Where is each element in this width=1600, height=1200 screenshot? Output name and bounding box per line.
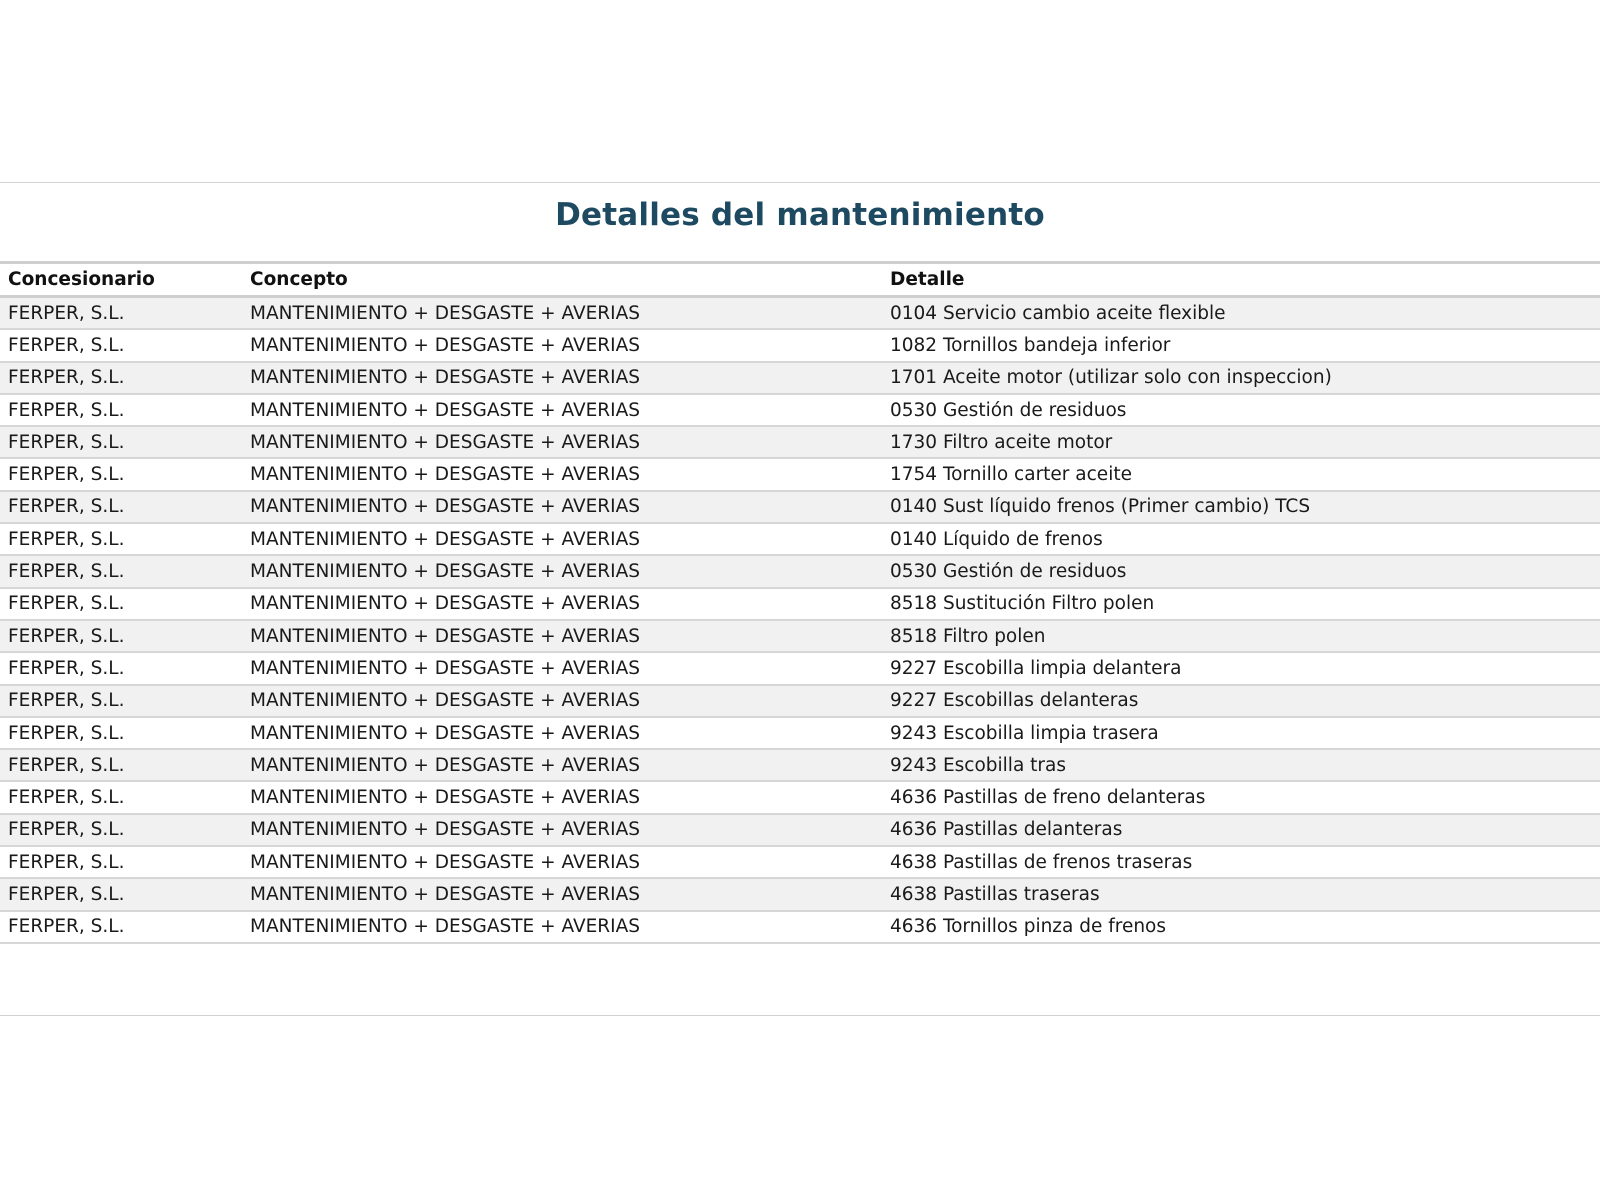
cell-detalle: 4638 Pastillas traseras <box>890 883 1100 905</box>
cell-detalle: 9227 Escobilla limpia delantera <box>890 657 1182 679</box>
column-header-concesionario: Concesionario <box>8 269 155 290</box>
cell-detalle: 1730 Filtro aceite motor <box>890 431 1113 453</box>
cell-concesionario: FERPER, S.L. <box>8 657 125 679</box>
table-row <box>0 750 1600 782</box>
cell-detalle: 1082 Tornillos bandeja inferior <box>890 334 1171 356</box>
cell-concesionario: FERPER, S.L. <box>8 851 125 873</box>
table-row <box>0 815 1600 847</box>
cell-concepto: MANTENIMIENTO + DESGASTE + AVERIAS <box>250 528 640 550</box>
cell-concesionario: FERPER, S.L. <box>8 625 125 647</box>
cell-detalle: 0530 Gestión de residuos <box>890 561 1127 583</box>
cell-concesionario: FERPER, S.L. <box>8 819 125 841</box>
cell-concepto: MANTENIMIENTO + DESGASTE + AVERIAS <box>250 464 640 486</box>
cell-concepto: MANTENIMIENTO + DESGASTE + AVERIAS <box>250 496 640 518</box>
cell-concesionario: FERPER, S.L. <box>8 787 125 809</box>
cell-concepto: MANTENIMIENTO + DESGASTE + AVERIAS <box>250 593 640 615</box>
table-row <box>0 847 1600 879</box>
cell-concesionario: FERPER, S.L. <box>8 722 125 744</box>
cell-concepto: MANTENIMIENTO + DESGASTE + AVERIAS <box>250 819 640 841</box>
cell-concesionario: FERPER, S.L. <box>8 690 125 712</box>
table-row <box>0 653 1600 685</box>
cell-detalle: 0140 Líquido de frenos <box>890 528 1103 550</box>
cell-concepto: MANTENIMIENTO + DESGASTE + AVERIAS <box>250 334 640 356</box>
cell-detalle: 4636 Pastillas delanteras <box>890 819 1123 841</box>
cell-concesionario: FERPER, S.L. <box>8 334 125 356</box>
cell-concepto: MANTENIMIENTO + DESGASTE + AVERIAS <box>250 657 640 679</box>
table-row <box>0 427 1600 459</box>
table-header-row <box>0 264 1600 298</box>
cell-concepto: MANTENIMIENTO + DESGASTE + AVERIAS <box>250 625 640 647</box>
cell-detalle: 8518 Filtro polen <box>890 625 1046 647</box>
table-row <box>0 782 1600 814</box>
cell-concepto: MANTENIMIENTO + DESGASTE + AVERIAS <box>250 431 640 453</box>
cell-detalle: 4638 Pastillas de frenos traseras <box>890 851 1193 873</box>
cell-detalle: 9243 Escobilla tras <box>890 754 1066 776</box>
cell-detalle: 8518 Sustitución Filtro polen <box>890 593 1155 615</box>
table-row <box>0 395 1600 427</box>
table-row <box>0 621 1600 653</box>
cell-concesionario: FERPER, S.L. <box>8 528 125 550</box>
table-row <box>0 298 1600 330</box>
table-body <box>0 298 1600 944</box>
column-header-detalle: Detalle <box>890 269 965 290</box>
cell-concepto: MANTENIMIENTO + DESGASTE + AVERIAS <box>250 367 640 389</box>
cell-concesionario: FERPER, S.L. <box>8 399 125 421</box>
page-title: Detalles del mantenimiento <box>555 197 1045 233</box>
cell-concepto: MANTENIMIENTO + DESGASTE + AVERIAS <box>250 690 640 712</box>
maintenance-details-panel <box>0 182 1600 1016</box>
table-row <box>0 686 1600 718</box>
cell-concesionario: FERPER, S.L. <box>8 593 125 615</box>
cell-concepto: MANTENIMIENTO + DESGASTE + AVERIAS <box>250 787 640 809</box>
cell-detalle: 0104 Servicio cambio aceite flexible <box>890 302 1226 324</box>
cell-concesionario: FERPER, S.L. <box>8 754 125 776</box>
cell-concesionario: FERPER, S.L. <box>8 431 125 453</box>
cell-concesionario: FERPER, S.L. <box>8 302 125 324</box>
column-header-concepto: Concepto <box>250 269 348 290</box>
cell-detalle: 1754 Tornillo carter aceite <box>890 464 1132 486</box>
table-row <box>0 363 1600 395</box>
table-row <box>0 912 1600 944</box>
cell-concepto: MANTENIMIENTO + DESGASTE + AVERIAS <box>250 722 640 744</box>
cell-detalle: 4636 Pastillas de freno delanteras <box>890 787 1206 809</box>
cell-concesionario: FERPER, S.L. <box>8 916 125 938</box>
cell-detalle: 0530 Gestión de residuos <box>890 399 1127 421</box>
maintenance-table <box>0 261 1600 944</box>
table-row <box>0 589 1600 621</box>
cell-concesionario: FERPER, S.L. <box>8 883 125 905</box>
cell-detalle: 0140 Sust líquido frenos (Primer cambio) TCS <box>890 496 1311 518</box>
cell-concepto: MANTENIMIENTO + DESGASTE + AVERIAS <box>250 916 640 938</box>
cell-concesionario: FERPER, S.L. <box>8 496 125 518</box>
cell-concepto: MANTENIMIENTO + DESGASTE + AVERIAS <box>250 561 640 583</box>
cell-concepto: MANTENIMIENTO + DESGASTE + AVERIAS <box>250 399 640 421</box>
table-row <box>0 459 1600 491</box>
table-row <box>0 879 1600 911</box>
table-row <box>0 330 1600 362</box>
cell-concepto: MANTENIMIENTO + DESGASTE + AVERIAS <box>250 851 640 873</box>
cell-concesionario: FERPER, S.L. <box>8 464 125 486</box>
cell-concepto: MANTENIMIENTO + DESGASTE + AVERIAS <box>250 883 640 905</box>
cell-detalle: 4636 Tornillos pinza de frenos <box>890 916 1167 938</box>
cell-concesionario: FERPER, S.L. <box>8 561 125 583</box>
table-row <box>0 556 1600 588</box>
table-row <box>0 524 1600 556</box>
table-row <box>0 492 1600 524</box>
cell-concepto: MANTENIMIENTO + DESGASTE + AVERIAS <box>250 754 640 776</box>
cell-detalle: 9227 Escobillas delanteras <box>890 690 1139 712</box>
cell-concepto: MANTENIMIENTO + DESGASTE + AVERIAS <box>250 302 640 324</box>
table-row <box>0 718 1600 750</box>
cell-detalle: 9243 Escobilla limpia trasera <box>890 722 1159 744</box>
cell-detalle: 1701 Aceite motor (utilizar solo con inspeccion) <box>890 367 1332 389</box>
cell-concesionario: FERPER, S.L. <box>8 367 125 389</box>
